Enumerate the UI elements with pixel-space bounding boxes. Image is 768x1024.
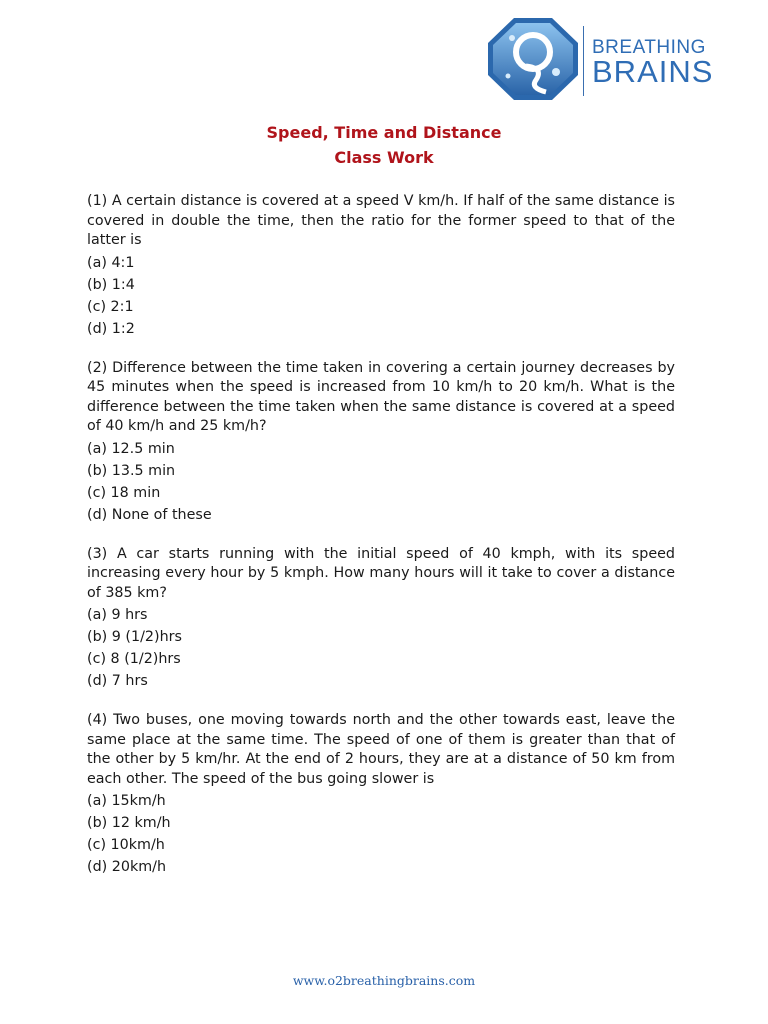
question-text: (1) A certain distance is covered at a speed V km/h. If half of the same distance is covered in double the time, then the ratio for the former speed to that of the latter is — [87, 193, 675, 248]
questions-list — [87, 192, 675, 897]
option: (c) 8 (1/2)hrs — [87, 651, 181, 667]
page-subtitle: Class Work — [334, 148, 434, 167]
option: (b) 9 (1/2)hrs — [87, 629, 182, 645]
option: (c) 2:1 — [87, 298, 134, 315]
options-list — [87, 790, 675, 878]
question-4 — [87, 711, 675, 878]
options-list — [87, 252, 675, 340]
options-list — [87, 438, 675, 526]
footer-website-link[interactable]: www.o2breathingbrains.com — [292, 973, 476, 988]
option: (a) 4:1 — [87, 254, 135, 271]
option: (a) 15km/h — [87, 793, 166, 809]
question-text: (2) Difference between the time taken in covering a certain journey decreases by 45 minutes when the speed is increased from 10 km/h to 20 km/h. What is the difference between the time taken when the same distance is covered at a speed of 40 km/h and 25 km/h? — [87, 359, 675, 434]
title-block — [0, 120, 768, 170]
page-title: Speed, Time and Distance — [266, 123, 502, 142]
question-text: (4) Two buses, one moving towards north and the other towards east, leave the same place at the same time. The speed of one of them is greater than that of the other by 5 km/hr. At the end of 2 hours, they are at a distance of 50 km from each other. The speed of the bus going slower is — [87, 712, 675, 787]
question-text: (3) A car starts running with the initial speed of 40 kmph, with its speed increasing every hour by 5 kmph. How many hours will it take to cover a distance of 385 km? — [87, 545, 675, 601]
brand-logo — [486, 16, 712, 102]
option: (d) None of these — [87, 506, 212, 523]
option: (d) 7 hrs — [87, 673, 148, 689]
brand-name-line1: BREATHING — [592, 37, 706, 58]
question-2 — [87, 359, 675, 526]
question-3 — [87, 545, 675, 693]
options-list — [87, 604, 675, 692]
option: (a) 12.5 min — [87, 440, 175, 457]
option: (c) 10km/h — [87, 837, 165, 853]
brand-name-line2: BRAINS — [592, 54, 714, 89]
option: (c) 18 min — [87, 484, 161, 501]
option: (b) 1:4 — [87, 276, 135, 293]
question-1 — [87, 192, 675, 340]
option: (b) 12 km/h — [87, 815, 171, 831]
option: (d) 20km/h — [87, 859, 167, 875]
option: (b) 13.5 min — [87, 462, 176, 479]
option: (a) 9 hrs — [87, 607, 148, 623]
option: (d) 1:2 — [87, 320, 135, 337]
logo-divider — [583, 26, 584, 96]
breathing-brains-logo-icon — [486, 16, 580, 102]
